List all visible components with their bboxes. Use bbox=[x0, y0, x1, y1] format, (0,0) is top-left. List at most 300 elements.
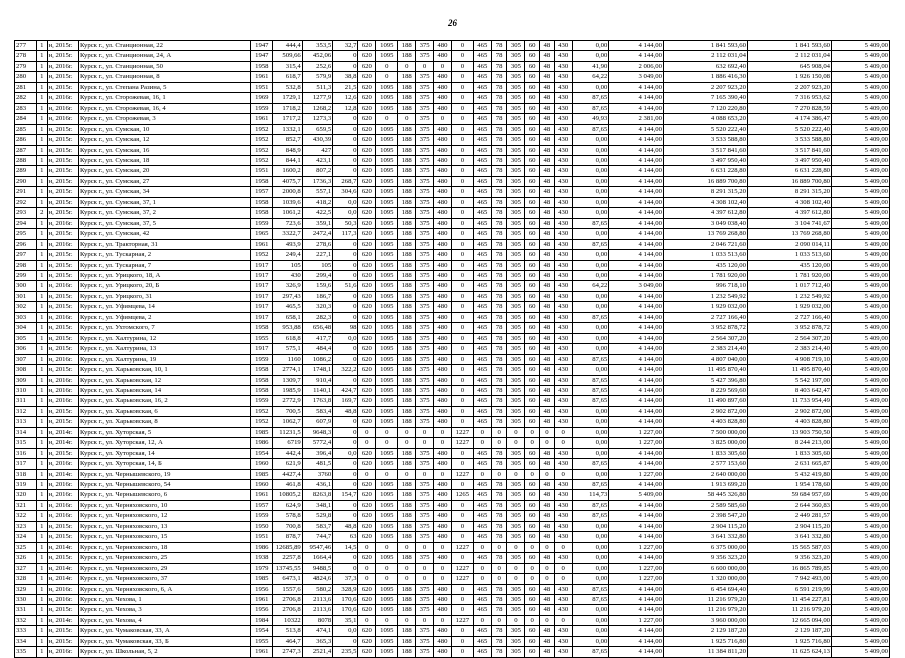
table-cell: 1 227,00 bbox=[609, 427, 664, 437]
table-cell: 0,00 bbox=[572, 229, 609, 239]
table-cell: 48 bbox=[540, 114, 555, 124]
table-cell: 5 409,00 bbox=[832, 448, 890, 458]
table-cell: 1951 bbox=[251, 82, 273, 92]
table-cell: 87,65 bbox=[572, 459, 609, 469]
table-cell: 430 bbox=[554, 51, 572, 61]
table-cell: 48 bbox=[540, 82, 555, 92]
table-cell: 1 bbox=[37, 396, 48, 406]
table-cell: н, 2016г. bbox=[47, 312, 79, 322]
table-cell: 87,65 bbox=[572, 511, 609, 521]
table-cell: 0,00 bbox=[572, 270, 609, 280]
table-cell: 5 520 222,40 bbox=[663, 124, 747, 134]
table-cell: 60 bbox=[525, 647, 540, 657]
table-cell: 4 144,00 bbox=[609, 302, 664, 312]
table-cell: 1 bbox=[37, 291, 48, 301]
table-cell: 0 bbox=[398, 542, 416, 552]
table-cell: 0 bbox=[376, 61, 398, 71]
table-cell: 620 bbox=[358, 584, 376, 594]
table-cell: 0 bbox=[333, 155, 358, 165]
table-cell: 78 bbox=[491, 176, 507, 186]
table-cell: 0 bbox=[376, 563, 398, 573]
table-cell: 578,8 bbox=[273, 511, 302, 521]
table-cell: 0 bbox=[358, 438, 376, 448]
table-cell: н, 2016г. bbox=[47, 375, 79, 385]
table-cell: 0,00 bbox=[572, 448, 609, 458]
table-cell: 5 409,00 bbox=[832, 480, 890, 490]
table-cell: 0 bbox=[540, 542, 555, 552]
table-cell: 493,9 bbox=[273, 239, 302, 249]
table-cell: 620 bbox=[358, 291, 376, 301]
table-cell: 0,00 bbox=[572, 135, 609, 145]
table-cell: 430 bbox=[554, 354, 572, 364]
table-cell: 375 bbox=[416, 93, 434, 103]
table-cell: 0,00 bbox=[572, 532, 609, 542]
table-cell: 5 409,00 bbox=[832, 584, 890, 594]
table-cell: 1095 bbox=[376, 396, 398, 406]
table-cell: 48 bbox=[540, 218, 555, 228]
table-cell: 465 bbox=[473, 406, 491, 416]
table-cell: 1959 bbox=[251, 511, 273, 521]
table-cell: 1095 bbox=[376, 417, 398, 427]
table-cell: 317 bbox=[15, 459, 37, 469]
table-cell: 484,4 bbox=[302, 344, 332, 354]
table-cell: 4 144,00 bbox=[609, 448, 664, 458]
table-cell: 0,00 bbox=[572, 521, 609, 531]
table-cell: 1 bbox=[37, 647, 48, 657]
table-cell: 1 bbox=[37, 500, 48, 510]
table-row bbox=[15, 595, 890, 605]
table-cell: 442,4 bbox=[273, 448, 302, 458]
table-cell: 1332,1 bbox=[273, 124, 302, 134]
table-cell: 315,4 bbox=[273, 61, 302, 71]
table-cell: 620 bbox=[358, 93, 376, 103]
table-cell: н, 2016г. bbox=[47, 595, 79, 605]
table-cell: 2774,1 bbox=[273, 365, 302, 375]
table-cell: 328 bbox=[15, 574, 37, 584]
table-cell: 0 bbox=[451, 385, 473, 395]
table-cell: 186,7 bbox=[302, 291, 332, 301]
table-cell: 620 bbox=[358, 103, 376, 113]
table-cell: 4 144,00 bbox=[609, 103, 664, 113]
table-cell: 1095 bbox=[376, 103, 398, 113]
table-row bbox=[15, 291, 890, 301]
table-cell: 465 bbox=[473, 396, 491, 406]
table-cell: 0 bbox=[491, 438, 507, 448]
table-cell: 305 bbox=[507, 490, 525, 500]
table-cell: 0 bbox=[451, 302, 473, 312]
table-cell: 11231,5 bbox=[273, 427, 302, 437]
table-cell: 620 bbox=[358, 250, 376, 260]
table-cell: Курск г., ул. Черняховского, 25 bbox=[79, 553, 251, 563]
table-cell: 0 bbox=[358, 563, 376, 573]
table-cell: 188 bbox=[398, 135, 416, 145]
table-cell: 1961 bbox=[251, 114, 273, 124]
table-cell: 188 bbox=[398, 584, 416, 594]
table-cell: 0 bbox=[473, 542, 491, 552]
table-cell: 78 bbox=[491, 218, 507, 228]
table-cell: 48 bbox=[540, 270, 555, 280]
table-cell: 2 631 665,87 bbox=[747, 459, 831, 469]
table-cell: 430 bbox=[554, 344, 572, 354]
table-cell: 3 641 332,80 bbox=[663, 532, 747, 542]
table-cell: 305 bbox=[507, 41, 525, 51]
table-cell: 480 bbox=[434, 218, 452, 228]
table-cell: 2 727 166,40 bbox=[747, 312, 831, 322]
table-cell: 188 bbox=[398, 459, 416, 469]
table-cell: 188 bbox=[398, 344, 416, 354]
table-cell: 620 bbox=[358, 490, 376, 500]
table-cell: 48 bbox=[540, 365, 555, 375]
table-cell: 64,22 bbox=[572, 281, 609, 291]
table-cell: 1 bbox=[37, 438, 48, 448]
table-cell: Курск г., ул. Сумская, 37, 1 bbox=[79, 197, 251, 207]
table-cell: 480 bbox=[434, 636, 452, 646]
table-row bbox=[15, 385, 890, 395]
table-cell: 0,00 bbox=[572, 542, 609, 552]
table-cell: Курск г., ул. Сторожевая, 16, 1 bbox=[79, 93, 251, 103]
table-cell: 430,39 bbox=[302, 135, 332, 145]
table-cell: 1227 bbox=[451, 615, 473, 625]
table-cell: 0 bbox=[473, 574, 491, 584]
table-cell: 6 375 000,00 bbox=[663, 542, 747, 552]
table-cell: 465 bbox=[473, 218, 491, 228]
table-cell: н, 2015г. bbox=[47, 145, 79, 155]
table-cell: 0 bbox=[451, 166, 473, 176]
table-cell: 6 600 000,00 bbox=[663, 563, 747, 573]
table-cell: 329 bbox=[15, 584, 37, 594]
table-cell: 480 bbox=[434, 406, 452, 416]
table-cell: 60 bbox=[525, 281, 540, 291]
table-cell: 1 bbox=[37, 239, 48, 249]
table-row bbox=[15, 584, 890, 594]
table-cell: 0 bbox=[451, 218, 473, 228]
table-cell: 1095 bbox=[376, 333, 398, 343]
table-cell: 375 bbox=[416, 406, 434, 416]
table-cell: 1 bbox=[37, 51, 48, 61]
table-cell: 0 bbox=[507, 563, 525, 573]
table-cell: н, 2015г. bbox=[47, 605, 79, 615]
table-cell: 480 bbox=[434, 41, 452, 51]
table-cell: 60 bbox=[525, 605, 540, 615]
table-cell: 282,3 bbox=[302, 312, 332, 322]
table-cell: 0 bbox=[333, 417, 358, 427]
table-cell: 656,48 bbox=[302, 323, 332, 333]
table-cell: 4 144,00 bbox=[609, 124, 664, 134]
table-cell: 4 088 653,20 bbox=[663, 114, 747, 124]
table-cell: 7 165 390,40 bbox=[663, 93, 747, 103]
table-cell: 188 bbox=[398, 41, 416, 51]
table-cell: 480 bbox=[434, 281, 452, 291]
table-cell: 0 bbox=[333, 500, 358, 510]
table-cell: 188 bbox=[398, 480, 416, 490]
table-cell: 5 409,00 bbox=[832, 218, 890, 228]
table-cell: 465 bbox=[473, 595, 491, 605]
table-cell: 188 bbox=[398, 354, 416, 364]
table-cell: 60 bbox=[525, 532, 540, 542]
table-cell: 632 692,40 bbox=[663, 61, 747, 71]
table-cell: 60 bbox=[525, 323, 540, 333]
table-cell: 1095 bbox=[376, 500, 398, 510]
table-cell: 48 bbox=[540, 124, 555, 134]
table-cell: 0,00 bbox=[572, 427, 609, 437]
table-cell: 78 bbox=[491, 459, 507, 469]
table-cell: 0,00 bbox=[572, 260, 609, 270]
table-cell: 3 497 950,40 bbox=[663, 155, 747, 165]
table-cell: 1 bbox=[37, 417, 48, 427]
table-cell: 0 bbox=[451, 354, 473, 364]
table-cell: 0 bbox=[333, 302, 358, 312]
table-cell: 0 bbox=[416, 61, 434, 71]
table-cell: 1086,2 bbox=[302, 354, 332, 364]
table-cell: 1268,2 bbox=[302, 103, 332, 113]
table-cell: 60 bbox=[525, 365, 540, 375]
table-cell: 78 bbox=[491, 197, 507, 207]
table-cell: 188 bbox=[398, 82, 416, 92]
table-cell: 1985 bbox=[251, 574, 273, 584]
table-cell: 286 bbox=[15, 135, 37, 145]
table-cell: 48 bbox=[540, 291, 555, 301]
table-cell: 0 bbox=[525, 574, 540, 584]
table-cell: 375 bbox=[416, 208, 434, 218]
table-cell: 5 409,00 bbox=[832, 490, 890, 500]
table-cell: 48 bbox=[540, 636, 555, 646]
table-cell: 60 bbox=[525, 291, 540, 301]
table-cell: 78 bbox=[491, 187, 507, 197]
table-cell: 0 bbox=[451, 197, 473, 207]
table-cell: 48 bbox=[540, 312, 555, 322]
table-cell: 78 bbox=[491, 584, 507, 594]
table-cell: 305 bbox=[507, 124, 525, 134]
table-cell: 2 902 872,00 bbox=[663, 406, 747, 416]
table-cell: 1 232 549,92 bbox=[663, 291, 747, 301]
table-cell: 305 bbox=[507, 61, 525, 71]
table-cell: 1095 bbox=[376, 344, 398, 354]
table-cell: 9648,3 bbox=[302, 427, 332, 437]
table-cell: 480 bbox=[434, 239, 452, 249]
table-cell: 1 bbox=[37, 114, 48, 124]
table-cell: 9488,5 bbox=[302, 563, 332, 573]
table-cell: 4 144,00 bbox=[609, 155, 664, 165]
table-cell: Курск г., ул. Чумаковская, 33, А bbox=[79, 626, 251, 636]
table-cell: 2472,4 bbox=[302, 229, 332, 239]
table-cell: 0 bbox=[333, 438, 358, 448]
table-cell: 87,65 bbox=[572, 500, 609, 510]
table-cell: 0 bbox=[451, 187, 473, 197]
table-cell: 48 bbox=[540, 521, 555, 531]
table-cell: 1 bbox=[37, 574, 48, 584]
table-cell: 375 bbox=[416, 344, 434, 354]
table-cell: 3 497 950,40 bbox=[747, 155, 831, 165]
table-cell: 78 bbox=[491, 417, 507, 427]
table-cell: 1 232 549,92 bbox=[747, 291, 831, 301]
table-cell: н, 2014г. bbox=[47, 469, 79, 479]
table-cell: 78 bbox=[491, 41, 507, 51]
table-cell: 375 bbox=[416, 145, 434, 155]
table-cell: 0 bbox=[333, 166, 358, 176]
table-cell: 60 bbox=[525, 406, 540, 416]
table-row bbox=[15, 197, 890, 207]
table-cell: 48 bbox=[540, 385, 555, 395]
table-cell: 1 bbox=[37, 615, 48, 625]
table-cell: 5 409,00 bbox=[832, 626, 890, 636]
table-cell: 78 bbox=[491, 490, 507, 500]
table-cell: 78 bbox=[491, 155, 507, 165]
table-cell: 1958 bbox=[251, 176, 273, 186]
table-cell: 331 bbox=[15, 605, 37, 615]
table-cell: 480 bbox=[434, 521, 452, 531]
table-cell: 1 833 305,60 bbox=[747, 448, 831, 458]
table-cell: 620 bbox=[358, 208, 376, 218]
table-cell: 305 bbox=[507, 323, 525, 333]
table-cell: 480 bbox=[434, 312, 452, 322]
table-cell: 188 bbox=[398, 229, 416, 239]
table-cell: 1958 bbox=[251, 385, 273, 395]
table-cell: 1 033 513,60 bbox=[663, 250, 747, 260]
table-row bbox=[15, 270, 890, 280]
table-cell: 60 bbox=[525, 480, 540, 490]
table-cell: 2 640 000,00 bbox=[663, 469, 747, 479]
table-cell: 5 409,00 bbox=[832, 82, 890, 92]
table-cell: 465 bbox=[473, 323, 491, 333]
table-cell: 3 517 841,60 bbox=[663, 145, 747, 155]
table-cell: 10805,2 bbox=[273, 490, 302, 500]
table-cell: 0 bbox=[451, 375, 473, 385]
table-cell: 2257,8 bbox=[273, 553, 302, 563]
table-cell: 1917 bbox=[251, 302, 273, 312]
table-cell: 0 bbox=[358, 574, 376, 584]
table-cell: 1947 bbox=[251, 41, 273, 51]
table-cell: 480 bbox=[434, 375, 452, 385]
table-cell: 59 684 957,69 bbox=[747, 490, 831, 500]
table-cell: 620 bbox=[358, 82, 376, 92]
table-cell: 422,5 bbox=[302, 208, 332, 218]
table-cell: 291 bbox=[15, 187, 37, 197]
table-cell: 0,00 bbox=[572, 605, 609, 615]
table-cell: 465 bbox=[473, 636, 491, 646]
table-row bbox=[15, 72, 890, 82]
table-cell: 0,00 bbox=[572, 626, 609, 636]
table-cell: 188 bbox=[398, 239, 416, 249]
table-cell: 2706,8 bbox=[273, 605, 302, 615]
table-cell: 1985,9 bbox=[273, 385, 302, 395]
table-cell: 48 bbox=[540, 176, 555, 186]
table-cell: 1718,2 bbox=[273, 103, 302, 113]
table-cell: 1 bbox=[37, 103, 48, 113]
table-cell: 12,8 bbox=[333, 103, 358, 113]
table-cell: 305 bbox=[507, 114, 525, 124]
table-cell: 60 bbox=[525, 553, 540, 563]
table-cell: 1095 bbox=[376, 595, 398, 605]
table-cell: 87,65 bbox=[572, 93, 609, 103]
table-cell: Курск г., ул. Уфимцева, 14 bbox=[79, 302, 251, 312]
table-cell: 465 bbox=[473, 291, 491, 301]
table-cell: 0 bbox=[491, 427, 507, 437]
table-cell: 5 520 222,40 bbox=[747, 124, 831, 134]
table-cell: 465 bbox=[473, 197, 491, 207]
table-cell: 465 bbox=[473, 417, 491, 427]
table-cell: 48 bbox=[540, 281, 555, 291]
table-cell: 0 bbox=[376, 438, 398, 448]
table-cell: 2772,9 bbox=[273, 396, 302, 406]
table-cell: 60 bbox=[525, 595, 540, 605]
table-cell: 0 bbox=[451, 155, 473, 165]
table-cell: 2 383 214,40 bbox=[747, 344, 831, 354]
table-cell: 0 bbox=[451, 312, 473, 322]
table-row bbox=[15, 511, 890, 521]
table-cell: 299,4 bbox=[302, 270, 332, 280]
table-cell: 305 bbox=[507, 166, 525, 176]
table-cell: 4 144,00 bbox=[609, 480, 664, 490]
table-cell: 58 445 326,80 bbox=[663, 490, 747, 500]
table-cell: 620 bbox=[358, 532, 376, 542]
table-cell: 1959 bbox=[251, 354, 273, 364]
table-cell: Курск г., ул. Уфимцева, 2 bbox=[79, 312, 251, 322]
table-cell: 465 bbox=[473, 647, 491, 657]
table-cell: 375 bbox=[416, 270, 434, 280]
table-cell: 480 bbox=[434, 490, 452, 500]
table-cell: 375 bbox=[416, 239, 434, 249]
table-cell: 465 bbox=[473, 176, 491, 186]
table-cell: 620 bbox=[358, 270, 376, 280]
table-row bbox=[15, 542, 890, 552]
table-cell: 5 409,00 bbox=[832, 61, 890, 71]
table-cell: 1763,8 bbox=[302, 396, 332, 406]
table-cell: Курск г., ул. Хуторская, 12, А bbox=[79, 438, 251, 448]
table-cell: 0 bbox=[333, 124, 358, 134]
table-cell: 326,9 bbox=[273, 281, 302, 291]
table-cell: н, 2015г. bbox=[47, 260, 79, 270]
table-cell: 465 bbox=[473, 114, 491, 124]
table-cell: 1095 bbox=[376, 636, 398, 646]
table-cell: 0 bbox=[333, 291, 358, 301]
table-cell: н, 2016г. bbox=[47, 239, 79, 249]
table-cell: 327 bbox=[15, 563, 37, 573]
table-cell: 5 409,00 bbox=[832, 438, 890, 448]
table-cell: 4 908 719,10 bbox=[747, 354, 831, 364]
table-cell: 0 bbox=[333, 135, 358, 145]
table-cell: 1 bbox=[37, 626, 48, 636]
table-cell: 2 398 547,20 bbox=[663, 511, 747, 521]
table-cell: 353,5 bbox=[302, 41, 332, 51]
table-cell: 312 bbox=[15, 406, 37, 416]
table-cell: 78 bbox=[491, 135, 507, 145]
table-cell: 305 bbox=[507, 260, 525, 270]
table-cell: 0,00 bbox=[572, 344, 609, 354]
table-cell: 48 bbox=[540, 532, 555, 542]
table-cell: 188 bbox=[398, 406, 416, 416]
table-cell: 5 409,00 bbox=[832, 72, 890, 82]
table-cell: 0 bbox=[333, 145, 358, 155]
table-cell: 620 bbox=[358, 281, 376, 291]
table-cell: 1 bbox=[37, 333, 48, 343]
table-cell: 375 bbox=[416, 417, 434, 427]
table-cell: 0 bbox=[358, 427, 376, 437]
table-cell: 1095 bbox=[376, 197, 398, 207]
table-cell: 13 903 750,50 bbox=[747, 427, 831, 437]
table-cell: 1 bbox=[37, 459, 48, 469]
table-cell: 583,4 bbox=[302, 406, 332, 416]
table-cell: 5 409,00 bbox=[832, 51, 890, 61]
table-cell: 12,6 bbox=[333, 93, 358, 103]
table-cell: 2 904 115,20 bbox=[747, 521, 831, 531]
table-row bbox=[15, 145, 890, 155]
table-cell: 188 bbox=[398, 93, 416, 103]
table-row bbox=[15, 61, 890, 71]
table-cell: 700,5 bbox=[273, 406, 302, 416]
table-cell: 0,00 bbox=[572, 166, 609, 176]
table-cell: 1960 bbox=[251, 459, 273, 469]
table-cell: 9547,46 bbox=[302, 542, 332, 552]
